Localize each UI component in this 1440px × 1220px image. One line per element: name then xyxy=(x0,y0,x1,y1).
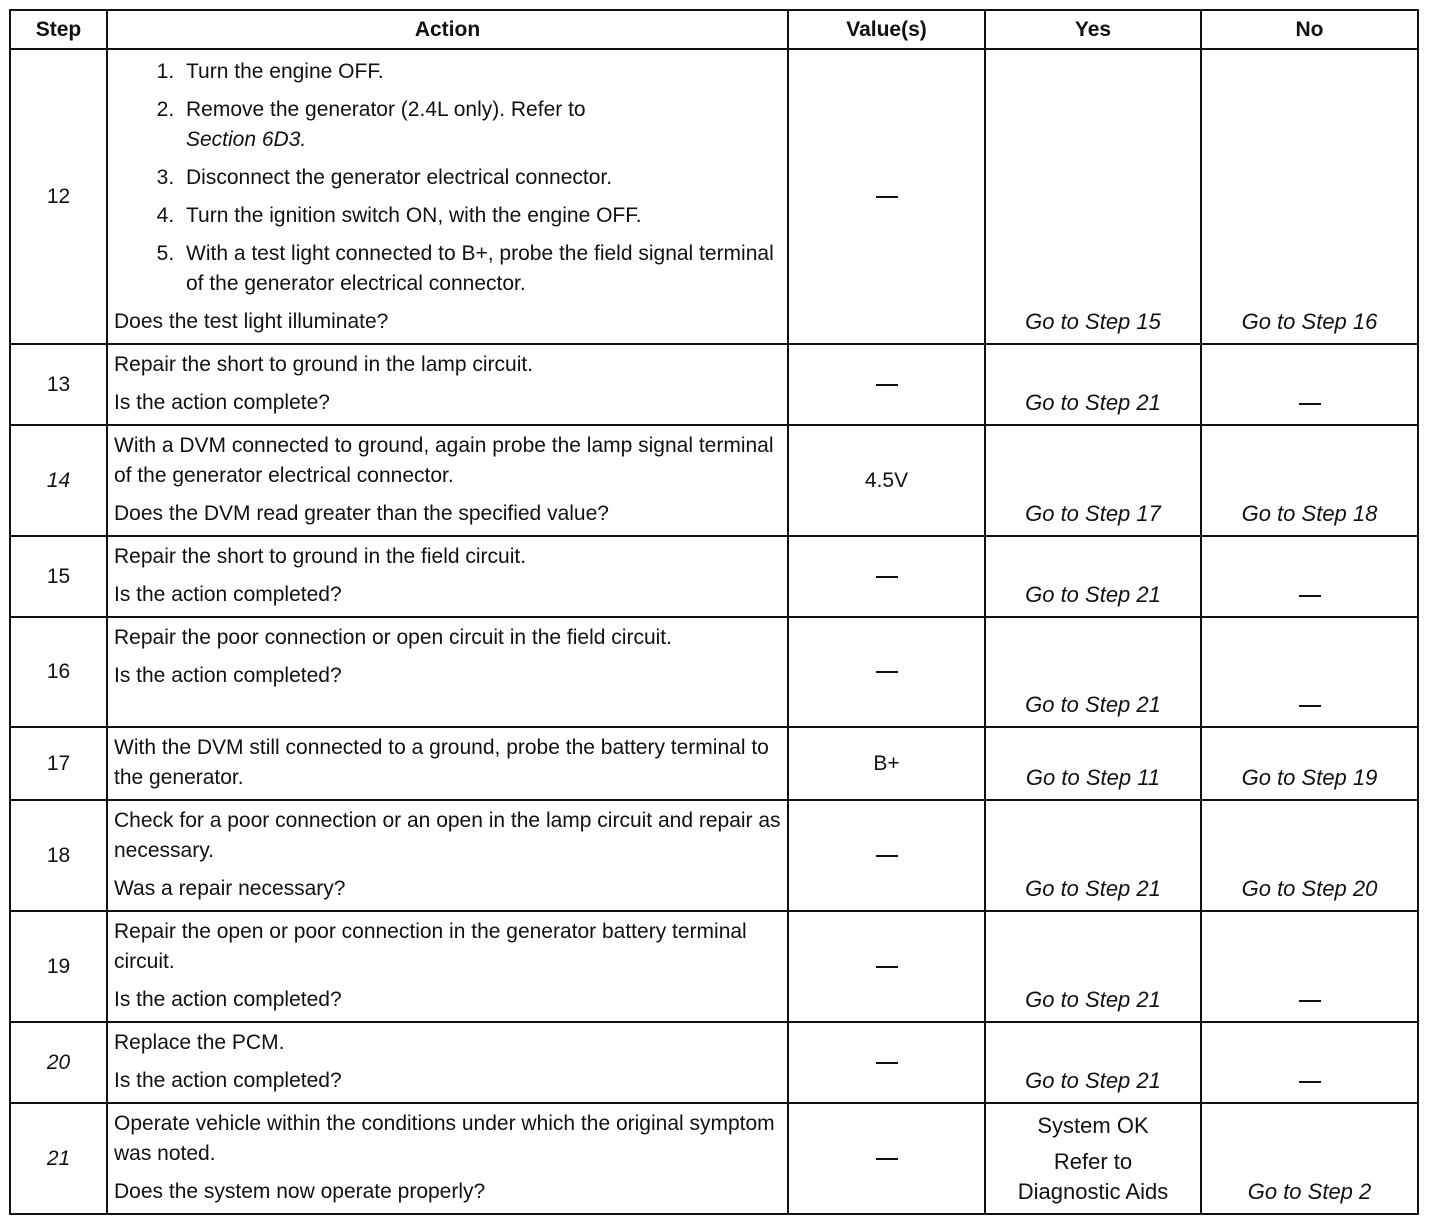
dash-mark xyxy=(876,196,898,198)
no-cell xyxy=(1201,1022,1418,1103)
question-text: Is the action complete? xyxy=(114,391,330,414)
no-cell: Go to Step 18 xyxy=(1201,425,1418,536)
table-row xyxy=(10,344,1418,425)
no-cell: Go to Step 19 xyxy=(1201,727,1418,800)
value-cell xyxy=(788,1022,985,1103)
step-number: 14 xyxy=(10,425,107,536)
step-number: 18 xyxy=(10,800,107,911)
dash-mark xyxy=(876,671,898,673)
diagnostic-aids-reference: Refer to Diagnostic Aids xyxy=(1017,1149,1169,1204)
diagnostic-table xyxy=(9,9,1419,1215)
header-step: Step xyxy=(10,10,107,49)
no-cell xyxy=(1201,536,1418,617)
yes-cell: Go to Step 21 xyxy=(985,800,1201,911)
dash-mark xyxy=(1299,595,1321,597)
dash-mark xyxy=(876,1062,898,1064)
instruction-text: With the DVM still connected to a ground, probe the battery terminal to the generator. xyxy=(114,736,769,789)
no-cell: Go to Step 16 xyxy=(1201,49,1418,344)
value-cell xyxy=(788,536,985,617)
dash-mark xyxy=(876,966,898,968)
table-row xyxy=(10,800,1418,911)
dash-mark xyxy=(876,855,898,857)
step-number: 15 xyxy=(10,536,107,617)
action-steps-list xyxy=(114,57,781,299)
step-number: 19 xyxy=(10,911,107,1022)
value-cell xyxy=(788,49,985,344)
action-cell xyxy=(107,425,788,536)
table-row xyxy=(10,617,1418,727)
yes-cell: Go to Step 21 xyxy=(985,617,1201,727)
instruction-text: Repair the open or poor connection in the generator battery terminal circuit. xyxy=(114,920,747,973)
step-number: 12 xyxy=(10,49,107,344)
question-text: Is the action completed? xyxy=(114,1069,342,1092)
action-cell xyxy=(107,49,788,344)
list-item: 5. With a test light connected to B+, probe the field signal terminal of the generator electrical connector. xyxy=(180,239,781,299)
instruction-text: Repair the short to ground in the field circuit. xyxy=(114,545,527,568)
yes-cell xyxy=(985,1103,1201,1214)
table-row xyxy=(10,536,1418,617)
action-cell xyxy=(107,617,788,727)
instruction-text: With a DVM connected to ground, again probe the lamp signal terminal of the generator electrical connector. xyxy=(114,434,774,487)
dash-mark xyxy=(1299,705,1321,707)
instruction-text: Check for a poor connection or an open in the lamp circuit and repair as necessary. xyxy=(114,809,781,862)
table-row xyxy=(10,49,1418,344)
instruction-text: Repair the poor connection or open circuit in the field circuit. xyxy=(114,626,672,649)
dash-mark xyxy=(876,576,898,578)
value-cell xyxy=(788,911,985,1022)
value-cell: B+ xyxy=(788,727,985,800)
no-cell: Go to Step 20 xyxy=(1201,800,1418,911)
question-text: Is the action completed? xyxy=(114,664,342,687)
instruction-text: Replace the PCM. xyxy=(114,1031,285,1054)
dash-mark xyxy=(876,1158,898,1160)
yes-cell: Go to Step 21 xyxy=(985,536,1201,617)
list-item: 3. Disconnect the generator electrical connector. xyxy=(180,163,781,193)
list-item: 1. Turn the engine OFF. xyxy=(180,57,781,87)
step-number: 16 xyxy=(10,617,107,727)
question-text: Does the system now operate properly? xyxy=(114,1180,486,1203)
step-number: 21 xyxy=(10,1103,107,1214)
yes-cell: Go to Step 21 xyxy=(985,911,1201,1022)
header-no: No xyxy=(1201,10,1418,49)
list-item xyxy=(180,95,781,155)
header-row xyxy=(10,10,1418,49)
value-cell xyxy=(788,800,985,911)
header-yes: Yes xyxy=(985,10,1201,49)
dash-mark xyxy=(1299,403,1321,405)
value-cell xyxy=(788,1103,985,1214)
dash-mark xyxy=(876,384,898,386)
step-number: 17 xyxy=(10,727,107,800)
step-number: 13 xyxy=(10,344,107,425)
list-item-text: Remove the generator (2.4L only). Refer to xyxy=(186,98,586,121)
action-cell xyxy=(107,1103,788,1214)
value-cell xyxy=(788,344,985,425)
table-row xyxy=(10,1022,1418,1103)
value-cell: 4.5V xyxy=(788,425,985,536)
yes-cell: Go to Step 21 xyxy=(985,344,1201,425)
question-text: Is the action completed? xyxy=(114,583,342,606)
section-reference: Section 6D3. xyxy=(186,128,307,151)
action-cell xyxy=(107,727,788,800)
table-row xyxy=(10,727,1418,800)
question-text: Does the DVM read greater than the specified value? xyxy=(114,502,609,525)
table-row xyxy=(10,1103,1418,1214)
action-cell xyxy=(107,1022,788,1103)
system-ok-text: System OK xyxy=(1037,1113,1149,1138)
yes-cell: Go to Step 17 xyxy=(985,425,1201,536)
list-item: 4. Turn the ignition switch ON, with the engine OFF. xyxy=(180,201,781,231)
no-cell xyxy=(1201,344,1418,425)
question-text: Was a repair necessary? xyxy=(114,877,346,900)
question-text: Does the test light illuminate? xyxy=(114,310,389,333)
no-cell xyxy=(1201,617,1418,727)
yes-cell: Go to Step 21 xyxy=(985,1022,1201,1103)
step-number: 20 xyxy=(10,1022,107,1103)
instruction-text: Operate vehicle within the conditions under which the original symptom was noted. xyxy=(114,1112,775,1165)
action-cell xyxy=(107,800,788,911)
dash-mark xyxy=(1299,1081,1321,1083)
table-row xyxy=(10,911,1418,1022)
yes-cell: Go to Step 15 xyxy=(985,49,1201,344)
value-cell xyxy=(788,617,985,727)
yes-cell: Go to Step 11 xyxy=(985,727,1201,800)
header-action: Action xyxy=(107,10,788,49)
instruction-text: Repair the short to ground in the lamp circuit. xyxy=(114,353,534,376)
no-cell: Go to Step 2 xyxy=(1201,1103,1418,1214)
header-values: Value(s) xyxy=(788,10,985,49)
action-cell xyxy=(107,911,788,1022)
dash-mark xyxy=(1299,1000,1321,1002)
action-cell xyxy=(107,344,788,425)
table-row xyxy=(10,425,1418,536)
no-cell xyxy=(1201,911,1418,1022)
question-text: Is the action completed? xyxy=(114,988,342,1011)
action-cell xyxy=(107,536,788,617)
